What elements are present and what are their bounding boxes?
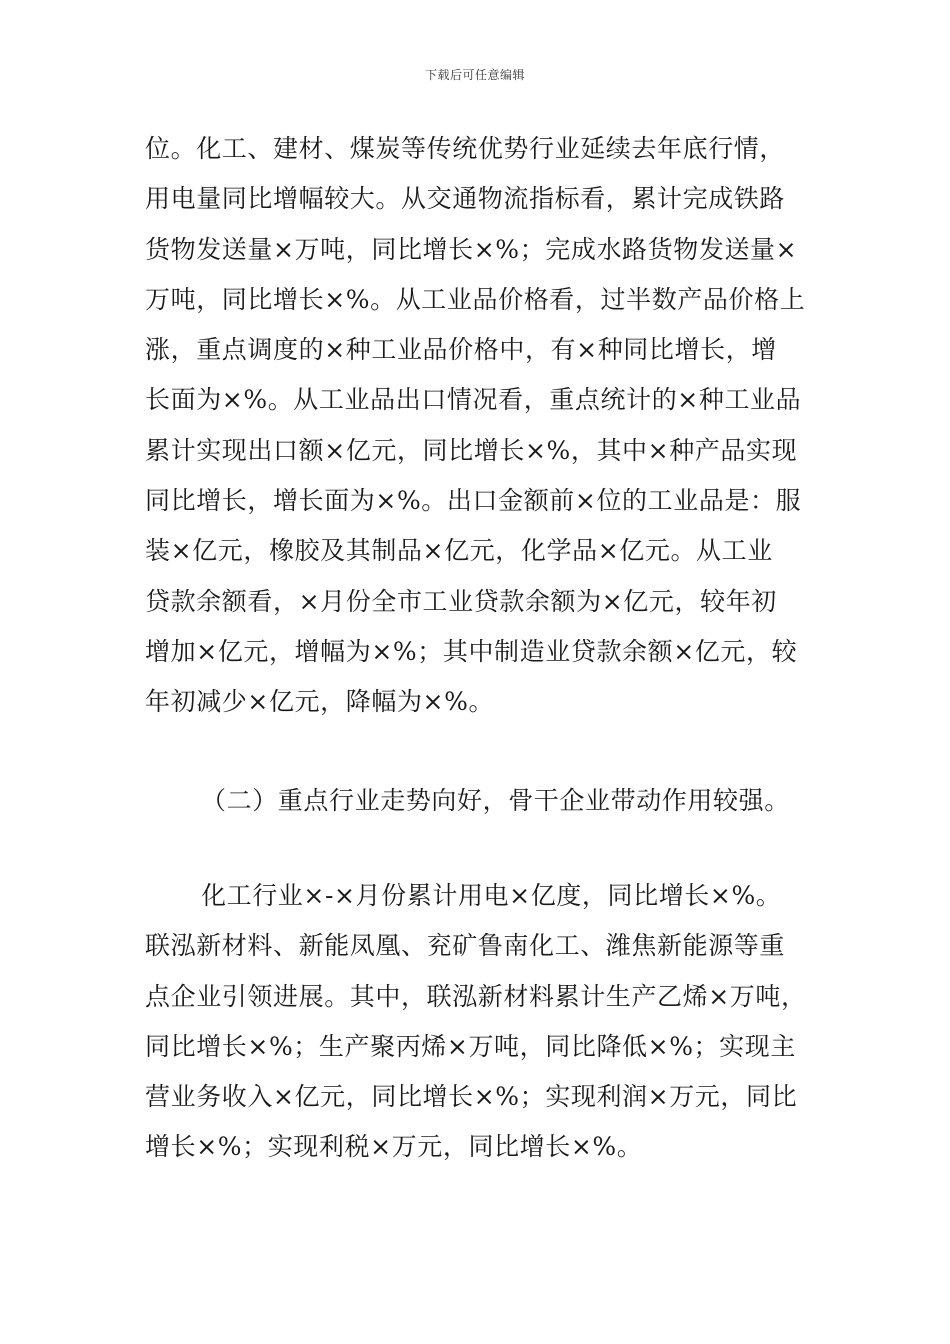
text-line: 营业务收入×亿元，同比增长×%；实现利润×万元，同比	[145, 1082, 798, 1112]
page-header: 下载后可任意编辑	[424, 68, 525, 82]
section-heading	[145, 776, 810, 826]
text-line: 累计实现出口额×亿元，同比增长×%，其中×种产品实现	[145, 435, 798, 465]
paragraph-chemical-industry	[145, 871, 810, 1173]
text-line: 点企业引领进展。其中，联泓新材料累计生产乙烯×万吨，	[145, 981, 807, 1011]
text-line: 增加×亿元，增幅为×%；其中制造业贷款余额×亿元，较	[145, 636, 798, 666]
text-line: 同比增长，增长面为×%。出口金额前×位的工业品是：服	[145, 486, 802, 516]
text-line: 涨，重点调度的×种工业品价格中，有×种同比增长，增	[145, 335, 777, 365]
text-line: 万吨，同比增长×%。从工业品价格看，过半数产品价格上	[145, 284, 806, 314]
text-line: 年初减少×亿元，降幅为×%。	[145, 687, 495, 717]
text-line: 同比增长×%；生产聚丙烯×万吨，同比降低×%；实现主	[145, 1031, 796, 1061]
text-line: 用电量同比增幅较大。从交通物流指标看，累计完成铁路	[145, 184, 786, 214]
text-line: 长面为×%。从工业品出口情况看，重点统计的×种工业品	[145, 385, 802, 415]
text-line: 货物发送量×万吨，同比增长×%；完成水路货物发送量×	[145, 234, 798, 264]
section-heading-text: （二）重点行业走势向好，骨干企业带动作用较强。	[201, 786, 790, 815]
text-line: 贷款余额看，×月份全市工业贷款余额为×亿元，较年初	[145, 586, 777, 616]
text-line: 装×亿元，橡胶及其制品×亿元，化学品×亿元。从工业	[145, 536, 773, 566]
paragraph-industry-indicators	[145, 124, 810, 728]
text-line: 联泓新材料、新能凤凰、兖矿鲁南化工、潍焦新能源等重	[145, 931, 786, 961]
text-line: 增长×%；实现利税×万元，同比增长×%。	[145, 1132, 643, 1162]
text-line: 化工行业×-×月份累计用电×亿度，同比增长×%。	[201, 881, 782, 910]
text-line: 位。化工、建材、煤炭等传统优势行业延续去年底行情，	[145, 134, 786, 163]
